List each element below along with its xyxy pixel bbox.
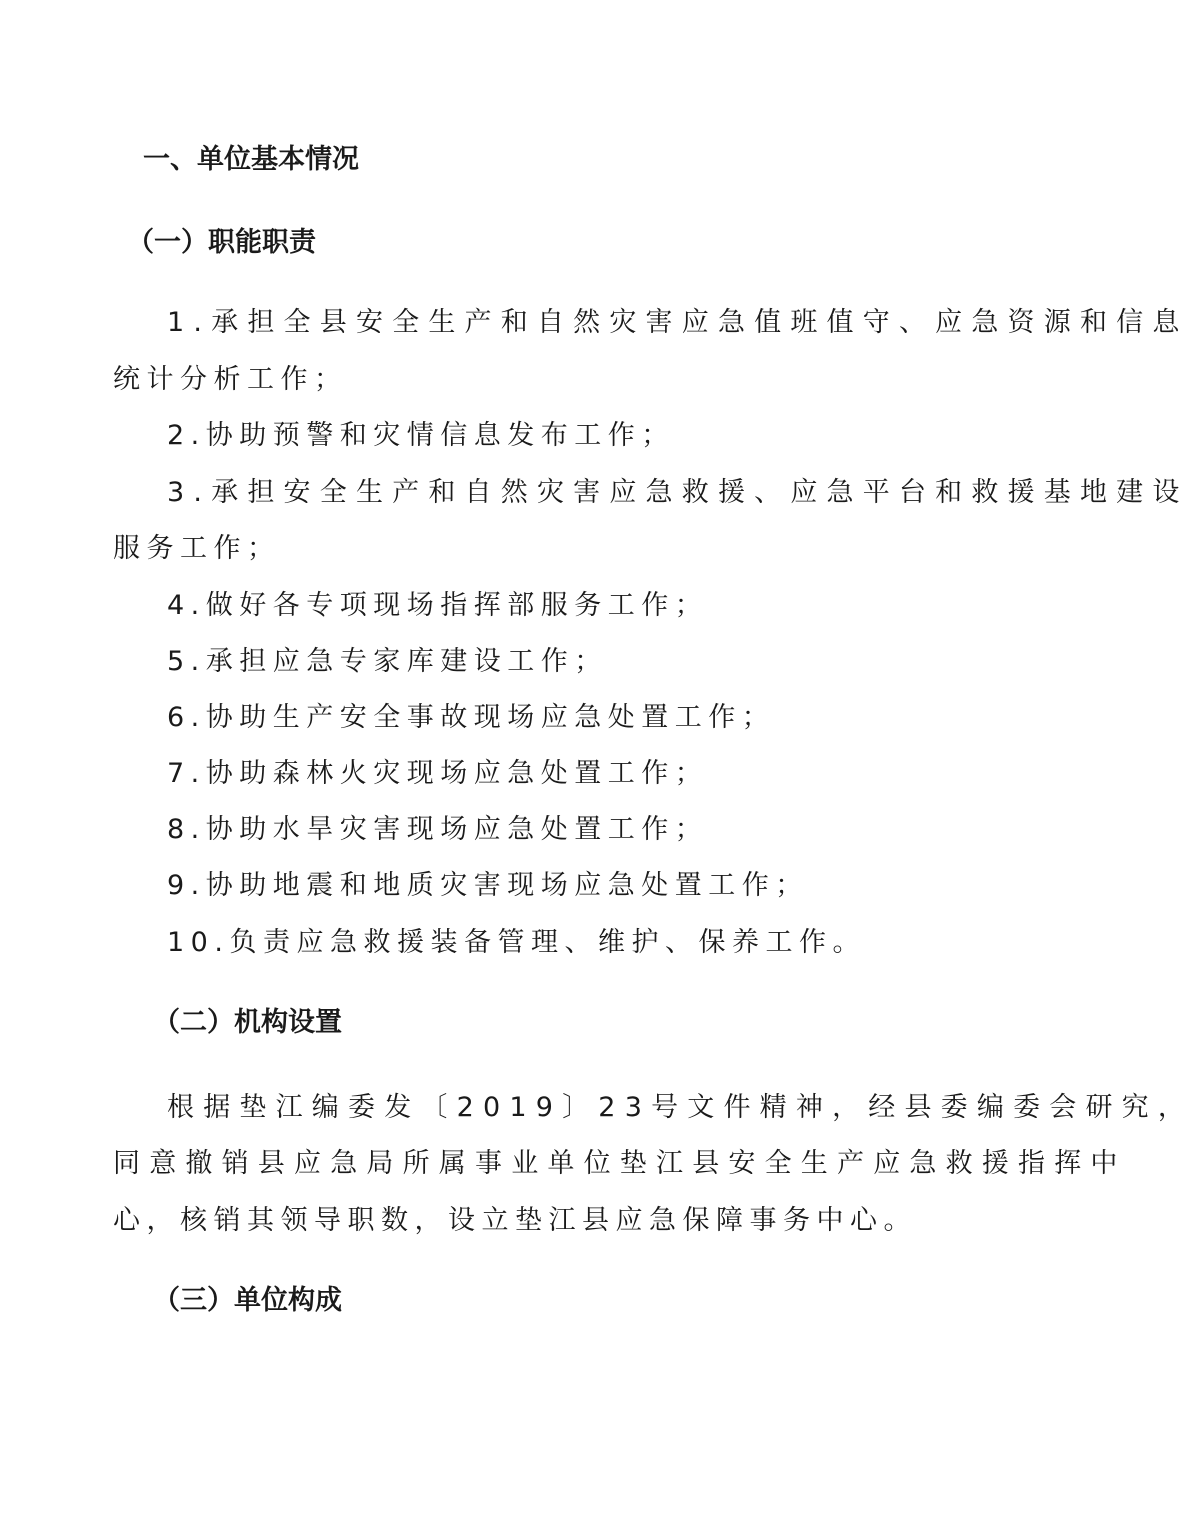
duty-item-3-line-1: 3.承担安全生产和自然灾害应急救援、应急平台和救援基地建设 (167, 477, 1189, 508)
organization-line-3: 心，核销其领导职数，设立垫江县应急保障事务中心。 (113, 1205, 917, 1236)
duty-item-9: 9.协助地震和地质灾害现场应急处置工作； (167, 870, 809, 901)
duty-item-8: 8.协助水旱灾害现场应急处置工作； (167, 814, 709, 845)
duty-item-3-line-2: 服务工作； (113, 533, 281, 564)
organization-heading: （二）机构设置 (153, 1007, 342, 1038)
composition-heading: （三）单位构成 (153, 1285, 342, 1316)
duty-item-6: 6.协助生产安全事故现场应急处置工作； (167, 702, 776, 733)
section-title: 一、单位基本情况 (143, 144, 359, 175)
duty-item-1-line-2: 统计分析工作； (113, 364, 348, 395)
duty-item-10: 10.负责应急救援装备管理、维护、保养工作。 (167, 927, 866, 958)
duty-item-4: 4.做好各专项现场指挥部服务工作； (167, 590, 709, 621)
duty-item-1-line-1: 1.承担全县安全生产和自然灾害应急值班值守、应急资源和信息 (167, 307, 1189, 338)
organization-line-2: 同意撤销县应急局所属事业单位垫江县安全生产应急救援指挥中 (113, 1148, 1127, 1179)
duty-item-5: 5.承担应急专家库建设工作； (167, 646, 608, 677)
duties-heading: （一）职能职责 (127, 227, 316, 258)
duty-item-2: 2.协助预警和灾情信息发布工作； (167, 420, 675, 451)
duty-item-7: 7.协助森林火灾现场应急处置工作； (167, 758, 709, 789)
organization-line-1: 根据垫江编委发〔2019〕23号文件精神，经县委编委会研究， (167, 1092, 1194, 1123)
